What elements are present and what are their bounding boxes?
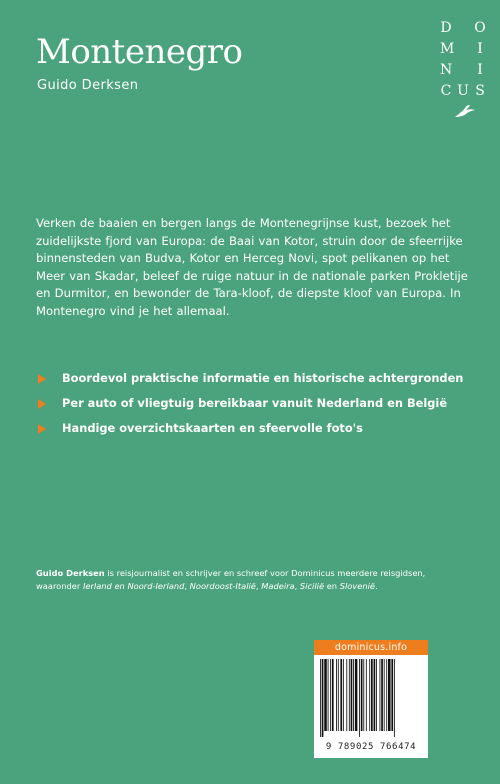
logo-row-1 [440, 18, 486, 39]
barcode-bar [380, 659, 381, 731]
bio-text: is reisjournalist en schrijver en schreef voor Dominicus meerdere reisgidsen, waaronder [36, 568, 426, 591]
logo-letter: N [440, 62, 453, 78]
publisher-logo [440, 18, 490, 118]
logo-letter: M [440, 41, 455, 57]
barcode-bar [346, 659, 347, 731]
barcode-bar [374, 659, 376, 731]
bio-separator: , [184, 581, 190, 591]
barcode-bar [320, 659, 321, 737]
barcode-bar [343, 659, 344, 731]
barcode-bar [322, 659, 324, 737]
swallow-icon [454, 104, 476, 118]
feature-text: Boordevol praktische informatie en historische achtergronden [62, 371, 464, 385]
bio-separator: en [324, 581, 340, 591]
bio-book-title: Noordoost-Italië [189, 581, 256, 591]
barcode-bar [355, 659, 358, 731]
barcode-bar [332, 659, 334, 731]
barcode-bar [388, 659, 391, 731]
logo-letter: O [474, 20, 486, 36]
logo-letter: I [477, 41, 483, 57]
barcode-bar [369, 659, 370, 731]
book-title: Montenegro [36, 32, 243, 72]
logo-letter: I [477, 62, 483, 78]
barcode-bar [376, 659, 377, 731]
bio-end: . [375, 581, 378, 591]
bio-separator: , [294, 581, 300, 591]
isbn-barcode [320, 659, 422, 737]
barcode-bar [330, 659, 331, 731]
barcode-box [314, 640, 428, 758]
triangle-bullet-icon [38, 424, 46, 434]
barcode-bar [349, 659, 350, 731]
barcode-bar [391, 659, 393, 731]
barcode-bar [324, 659, 327, 731]
feature-item [36, 370, 476, 395]
barcode-bar [363, 659, 364, 731]
triangle-bullet-icon [38, 374, 46, 384]
barcode-bar [394, 659, 395, 737]
feature-text: Handige overzichtskaarten en sfeervolle foto's [62, 421, 363, 435]
barcode-bar [386, 659, 387, 731]
author-bio [36, 567, 470, 593]
logo-letter: U [457, 83, 469, 99]
barcode-bar [381, 659, 383, 731]
bio-book-title: Sicilië [299, 581, 325, 591]
logo-row-4 [440, 81, 486, 102]
barcode-bar [366, 659, 367, 731]
feature-list [36, 370, 476, 445]
bio-book-title: Slovenië [339, 581, 376, 591]
barcode-bar [338, 659, 339, 731]
bio-author-name: Guido Derksen [36, 568, 105, 578]
author-name: Guido Derksen [37, 78, 139, 93]
logo-row-3 [440, 60, 486, 81]
intro-text: Verken de baaien en bergen langs de Montenegrijnse kust, bezoek het zuidelijkste fjord van Europa: de Baai van Kotor, struin door de sfeerrijke binnensteden van Budva, Kotor en Herceg Novi, spot pelikanen op het Meer van Skadar, beleef de ruige natuur in de nationale parken Prokletije en Durmitor, en bewonder de Tara-kloof, de diepste kloof van Europa. In Montenegro vind je het allemaal. [36, 216, 468, 318]
barcode-bar [384, 659, 385, 731]
bio-separator: , [255, 581, 262, 591]
isbn-number: 9 789025 766474 [325, 742, 417, 752]
barcode-bar [371, 659, 373, 731]
triangle-bullet-icon [38, 399, 46, 409]
barcode-bar [359, 659, 360, 737]
barcode-bar [351, 659, 353, 731]
website-url: dominicus.info [314, 640, 428, 655]
bio-book-title: Madeira [261, 581, 295, 591]
barcode-bar [353, 659, 354, 731]
barcode-bar [361, 659, 363, 731]
barcode-bar [328, 659, 329, 731]
logo-row-2 [440, 39, 486, 60]
barcode-bar [340, 659, 342, 731]
logo-letter: D [440, 20, 452, 36]
feature-item [36, 395, 476, 420]
feature-text: Per auto of vliegtuig bereikbaar vanuit Nederland en België [62, 396, 448, 410]
logo-letter: C [440, 83, 452, 99]
feature-item [36, 420, 476, 445]
barcode-bar [336, 659, 337, 731]
logo-letter: S [475, 83, 485, 99]
bio-book-title: Ierland en Noord-Ierland [82, 581, 185, 591]
